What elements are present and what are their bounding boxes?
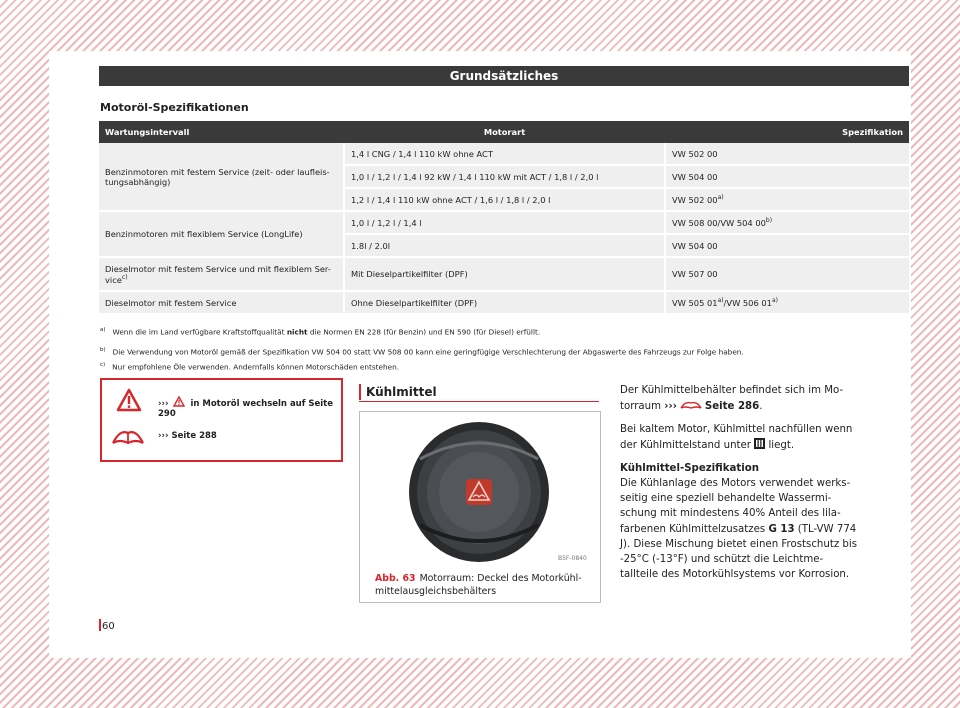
warning-box: [100, 378, 343, 462]
min-level-icon: [754, 438, 765, 449]
motor-cell: 1,2 l / 1,4 l 110 kW ohne ACT / 1,6 l / 1,8 l / 2,0 l: [344, 188, 665, 211]
footnote-b: [100, 347, 744, 356]
paragraph-spec: [620, 476, 858, 582]
table-row: [99, 291, 909, 314]
right-column: [620, 383, 858, 590]
paragraph-location: [620, 383, 858, 414]
spec-text: /VW 506 01: [723, 297, 772, 308]
table-header-row: [99, 121, 909, 143]
footnote-text: Nur empfohlene Öle verwenden. Andernfalls können Motorschäden entstehen.: [112, 362, 400, 372]
text: Die Kühlanlage des Motors verwendet werks-seitig eine speziell behandelte Wassermi-schung mit mindestens 40% Anteil des lila-farbenen Kühlmittelzusatzes: [620, 478, 851, 535]
caption-label: Abb. 63: [375, 573, 416, 584]
interval-text: Dieselmotor mit festem Service und mit flexiblem Ser-vice: [105, 263, 331, 285]
page-number-rule: [99, 619, 101, 631]
text: liegt.: [765, 439, 795, 451]
page-link[interactable]: Seite 286: [704, 401, 760, 413]
col-header-motor: Motorart: [344, 121, 665, 143]
text: (TL-VW 774 J). Diese Mischung bietet einen Frostschutz bis -25°C (-13°F) und schützt die Leichtme-tallteile des Motorkühlsystems vor Korrosion.: [620, 523, 858, 581]
footnote-ref: a): [717, 194, 724, 202]
warning-link-text: in Motoröl wechseln auf Seite 290: [158, 399, 334, 419]
col-header-spec: Spezifikation: [665, 121, 909, 143]
figure-code: B5F-0840: [558, 555, 587, 562]
spec-cell: [665, 211, 909, 234]
interval-cell: Dieselmotor mit festem Service: [99, 291, 344, 314]
interval-cell: Benzinmotoren mit festem Service (zeit- oder laufleis-tungsabhängig): [99, 143, 344, 211]
footnote-ref: a): [717, 297, 724, 305]
spec-text: VW 505 01: [672, 297, 718, 308]
table-row: [99, 143, 909, 165]
chapter-header: Grundsätzliches: [99, 66, 909, 86]
motor-cell: 1,4 l CNG / 1,4 l 110 kW ohne ACT: [344, 143, 665, 165]
motor-cell: 1.8l / 2.0l: [344, 234, 665, 257]
text: .: [759, 401, 763, 413]
footnote-mark: b): [100, 347, 106, 353]
footnote-a: [100, 327, 540, 336]
spec-cell: [665, 188, 909, 211]
kuehlmittel-title: Kühlmittel: [366, 385, 437, 399]
footnote-ref: b): [765, 217, 773, 225]
spec-cell: VW 507 00: [665, 257, 909, 291]
footnote-bold: nicht: [286, 327, 308, 337]
footnote-ref: a): [771, 297, 778, 305]
warning-small-icon: [173, 396, 185, 407]
footnote-text: Die Verwendung von Motoröl gemäß der Spezifikation VW 504 00 statt VW 508 00 kann eine geringfügige Verschlechterung der Abgaswerte des Fahrzeugs zur Folge haben.: [112, 347, 744, 357]
interval-cell: [99, 257, 344, 291]
figure-caption: [375, 572, 590, 598]
page-number: 60: [102, 621, 115, 632]
footnote-mark: c): [100, 362, 106, 368]
motor-cell: 1,0 l / 1,2 l / 1,4 l 92 kW / 1,4 l 110 kW mit ACT / 1,8 l / 2,0 l: [344, 165, 665, 188]
section-underline: [359, 401, 599, 402]
footnote-mark: a): [100, 327, 106, 333]
section-accent-bar: [359, 384, 361, 400]
arrows: ›››: [158, 431, 169, 441]
col-header-interval: Wartungsintervall: [99, 121, 344, 143]
spec-text: VW 508 00/VW 504 00: [672, 217, 766, 228]
warning-link-row[interactable]: [158, 396, 341, 419]
spec-heading: Kühlmittel-Spezifikation: [620, 462, 759, 474]
spec-cell: [665, 291, 909, 314]
motor-cell: 1,0 l / 1,2 l / 1,4 l: [344, 211, 665, 234]
table-row: [99, 257, 909, 291]
coolant-cap-image: [368, 419, 590, 563]
interval-cell: Benzinmotoren mit flexiblem Service (LongLife): [99, 211, 344, 257]
arrows: ›››: [664, 401, 677, 413]
spec-cell: VW 504 00: [665, 165, 909, 188]
table-row: [99, 211, 909, 234]
caption-text: Motorraum: Deckel des Motorkühl-mittelausgleichsbehälters: [375, 573, 582, 597]
page-ref-row[interactable]: [158, 431, 217, 441]
page-ref-text: Seite 288: [171, 431, 217, 441]
read-manual-icon: [110, 423, 146, 449]
footnote-text: Wenn die im Land verfügbare Kraftstoffqualität: [112, 327, 287, 337]
motor-cell: Mit Dieselpartikelfilter (DPF): [344, 257, 665, 291]
spec-cell: VW 504 00: [665, 234, 909, 257]
footnote-text: die Normen EN 228 (für Benzin) und EN 590 (für Diesel) erfüllt.: [307, 327, 541, 337]
read-manual-icon: [680, 398, 702, 410]
arrows: ›››: [158, 399, 169, 409]
motor-cell: Ohne Dieselpartikelfilter (DPF): [344, 291, 665, 314]
spec-cell: VW 502 00: [665, 143, 909, 165]
figure-63: [359, 411, 601, 603]
bold-text: G 13: [768, 523, 795, 535]
paragraph-fill: [620, 422, 858, 452]
page: [49, 51, 911, 658]
oil-spec-table: [99, 121, 909, 315]
text: Bei kaltem Motor, Kühlmittel nachfüllen wenn der Kühlmittelstand unter: [620, 424, 853, 451]
section-title: Motoröl-Spezifikationen: [100, 101, 249, 114]
footnote-c: [100, 362, 399, 371]
footnote-ref: c): [121, 273, 128, 281]
warning-triangle-icon: [116, 388, 142, 412]
spec-text: VW 502 00: [672, 194, 718, 205]
text: Der Kühlmittelbehälter befindet sich im Mo-torraum: [620, 385, 844, 413]
